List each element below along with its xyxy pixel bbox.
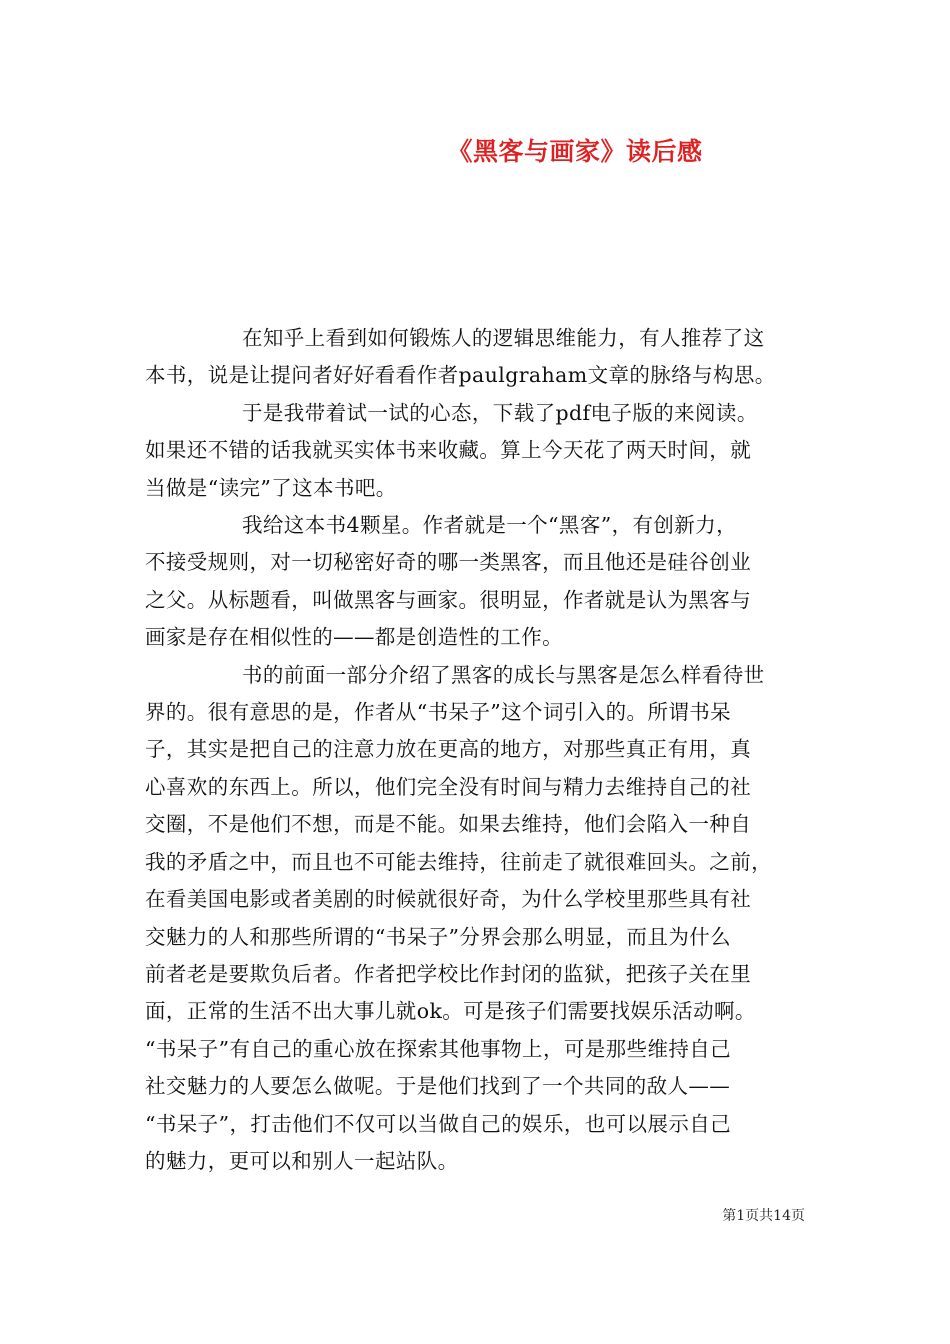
text-line: 在知乎上看到如何锻炼人的逻辑思维能力，有人推荐了这	[242, 326, 765, 350]
text-line: 界的。很有意思的是，作者从“书呆子”这个词引入的。所谓书呆	[145, 700, 732, 725]
page-number: 第1页共14页	[722, 1208, 805, 1224]
text-line: 当做是“读完”了这本书吧。	[145, 475, 397, 500]
paragraph	[145, 507, 807, 657]
text-line: 我的矛盾之中，而且也不可能去维持，往前走了就很难回头。之前，	[145, 849, 772, 874]
text-line: 面，正常的生活不出大事儿就ok。可是孩子们需要找娱乐活动啊。	[145, 999, 756, 1024]
document-title: 《黑客与画家》读后感	[447, 137, 703, 166]
document-body	[145, 320, 807, 1180]
text-line: 书的前面一部分介绍了黑客的成长与黑客是怎么样看待世	[242, 662, 765, 687]
text-line: 画家是存在相似性的——都是创造性的工作。	[145, 625, 563, 650]
text-line: 在看美国电影或者美剧的时候就很好奇，为什么学校里那些具有社	[145, 887, 752, 912]
text-line: 子，其实是把自己的注意力放在更高的地方，对那些真正有用，真	[145, 737, 752, 762]
paragraph	[145, 657, 807, 1181]
text-line: “书呆子”有自己的重心放在探索其他事物上，可是那些维持自己	[145, 1036, 732, 1061]
paragraph	[145, 320, 807, 395]
text-line: 如果还不错的话我就买实体书来收藏。算上今天花了两天时间，就	[145, 438, 752, 463]
text-line: 之父。从标题看，叫做黑客与画家。很明显，作者就是认为黑客与	[145, 587, 752, 612]
text-line: 不接受规则，对一切秘密好奇的哪一类黑客，而且他还是硅谷创业	[145, 550, 752, 575]
text-line: 于是我带着试一试的心态，下载了pdf电子版的来阅读。	[242, 400, 758, 425]
text-line: 我给这本书4颗星。作者就是一个“黑客”，有创新力，	[242, 513, 738, 538]
text-line: 前者老是要欺负后者。作者把学校比作封闭的监狱，把孩子关在里	[145, 961, 752, 986]
paragraph	[145, 395, 807, 507]
text-line: 社交魅力的人要怎么做呢。于是他们找到了一个共同的敌人——	[145, 1074, 731, 1099]
text-line: 本书，说是让提问者好好看看作者paulgraham文章的脉络与构思。	[145, 363, 776, 388]
text-line: 交魅力的人和那些所谓的“书呆子”分界会那么明显，而且为什么	[145, 924, 732, 949]
text-line: 交圈，不是他们不想，而是不能。如果去维持，他们会陷入一种自	[145, 812, 752, 837]
text-line: “书呆子”，打击他们不仅可以当做自己的娱乐，也可以展示自己	[145, 1111, 732, 1136]
text-line: 心喜欢的东西上。所以，他们完全没有时间与精力去维持自己的社	[145, 774, 752, 799]
text-line: 的魅力，更可以和别人一起站队。	[145, 1148, 459, 1173]
